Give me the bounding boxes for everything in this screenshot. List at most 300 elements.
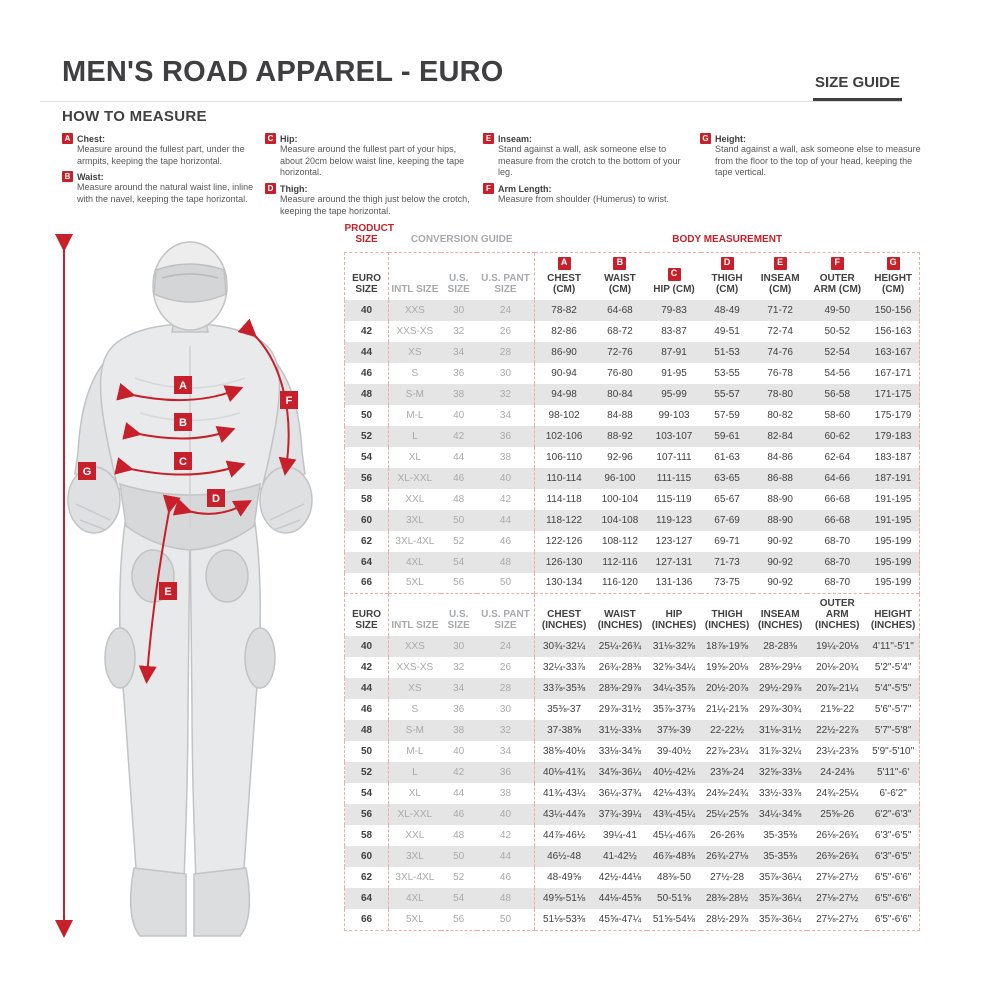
cell: 76-80 xyxy=(607,367,633,379)
cell: 86-90 xyxy=(535,342,593,363)
cell: 58-60 xyxy=(824,409,851,421)
cell: 41-42½ xyxy=(593,846,647,867)
letter-badge-d: D xyxy=(721,257,734,270)
cell: 110-114 xyxy=(535,468,593,489)
inch-header-row xyxy=(345,594,920,637)
cell: 116-120 xyxy=(601,577,638,589)
cell: 50 xyxy=(499,577,512,589)
column-header xyxy=(807,594,867,637)
cell: 39¼-41 xyxy=(602,830,637,841)
cell: 108-112 xyxy=(601,535,638,547)
cell: 191-195 xyxy=(867,510,919,531)
column-header-label: HIP (INCHES) xyxy=(651,609,697,631)
cell: 88-90 xyxy=(767,493,793,505)
cell: 91-95 xyxy=(661,367,687,379)
cell: 95-99 xyxy=(647,384,701,405)
cell: 78-80 xyxy=(753,384,807,405)
cell: 24 xyxy=(477,636,535,657)
cell: 114-118 xyxy=(535,489,593,510)
cell: 38 xyxy=(499,788,512,799)
cell: 36 xyxy=(453,367,465,379)
cell: 35⅞-36¼ xyxy=(753,888,807,909)
table-row xyxy=(345,552,920,573)
cell: 30 xyxy=(499,367,512,379)
cell: 5'9"-5'10" xyxy=(867,741,919,762)
cell: 3XL xyxy=(389,846,441,867)
cell: S xyxy=(411,367,419,379)
cell: M-L xyxy=(406,746,424,757)
cell: 53-55 xyxy=(714,367,740,379)
cell: 44 xyxy=(477,510,535,531)
instruction-text: Measure around the natural waist line, inline with the navel, keeping the tape horizontal. xyxy=(77,182,254,205)
cell: 24-24⅜ xyxy=(807,762,867,783)
size-table-grid xyxy=(344,220,920,931)
cell: 20⅞-21¼ xyxy=(807,678,867,699)
column-header-label: INTL SIZE xyxy=(391,620,439,631)
cell: 21⅝-22 xyxy=(820,704,855,715)
cell: 64-68 xyxy=(593,300,647,321)
cell-euro-size: 46 xyxy=(345,363,389,384)
size-table xyxy=(344,220,922,931)
cell: 27½-28 xyxy=(710,872,745,883)
cell: 187-191 xyxy=(867,468,919,489)
column-header xyxy=(753,252,807,300)
column-header xyxy=(867,252,919,300)
cell: XL-XXL xyxy=(389,804,441,825)
column-header-label: U.S. SIZE xyxy=(447,609,470,631)
cell: 51-53 xyxy=(701,342,753,363)
cell: 103-107 xyxy=(647,426,701,447)
cell: 43¾-45¼ xyxy=(647,804,701,825)
cell: 36 xyxy=(477,762,535,783)
cell: 45⅝-47¼ xyxy=(593,909,647,930)
cell: 31⅛-31½ xyxy=(753,720,807,741)
table-row xyxy=(345,363,920,384)
column-header-label: U.S. PANT SIZE xyxy=(481,272,530,295)
cell: 42 xyxy=(441,762,477,783)
cell-euro-size: 66 xyxy=(345,909,389,930)
column-header xyxy=(593,594,647,637)
column-header-label: THIGH (INCHES) xyxy=(704,609,750,631)
column-header-label: U.S. PANT SIZE xyxy=(481,609,530,631)
cell: L xyxy=(389,426,441,447)
cell: 55-57 xyxy=(701,384,753,405)
cell-euro-size: 54 xyxy=(345,447,389,468)
column-header xyxy=(701,252,753,300)
cell: 38 xyxy=(441,384,477,405)
cell: 26⅜-26¾ xyxy=(807,846,867,867)
cell: 68-70 xyxy=(824,535,851,547)
table-row xyxy=(345,783,920,804)
cell: 71-73 xyxy=(701,552,753,573)
cell: 30 xyxy=(441,636,477,657)
table-row xyxy=(345,321,920,342)
cell: XL xyxy=(408,451,421,463)
cell: 68-72 xyxy=(607,325,633,337)
cell: 163-167 xyxy=(867,342,919,363)
cell: 26-26⅜ xyxy=(710,830,745,841)
cell: 33⅞-35⅜ xyxy=(535,678,593,699)
cell-euro-size: 64 xyxy=(345,888,389,909)
cell: 33½-33⅞ xyxy=(759,788,802,799)
cell: 100-104 xyxy=(601,493,639,505)
cell-euro-size: 54 xyxy=(345,783,389,804)
table-row xyxy=(345,804,920,825)
cell: 5'6"-5'7" xyxy=(867,699,919,720)
cell: 131-136 xyxy=(655,577,693,589)
cell-euro-size: 44 xyxy=(345,678,389,699)
cell: 38⅝-40⅛ xyxy=(535,741,593,762)
instruction-text: Measure around the fullest part, under the armpits, keeping the tape horizontal. xyxy=(77,144,245,166)
cell: 34¼-35⅞ xyxy=(647,678,701,699)
cell: 19⅝-20⅛ xyxy=(705,662,749,673)
table-row xyxy=(345,447,920,468)
cell: 39-40½ xyxy=(657,746,691,757)
cell: 48 xyxy=(477,888,535,909)
cell: 195-199 xyxy=(867,573,919,594)
cell: 111-115 xyxy=(647,468,701,489)
cell: 5'11"-6' xyxy=(867,762,919,783)
cell: 122-126 xyxy=(535,531,593,552)
cell: 63-65 xyxy=(701,468,753,489)
cell: 48⅜-50 xyxy=(657,872,691,883)
table-row xyxy=(345,846,920,867)
rider-body xyxy=(68,242,312,936)
cell: 54 xyxy=(441,552,477,573)
instruction-label: Thigh: xyxy=(280,183,308,194)
cell: XXS-XS xyxy=(396,662,434,673)
cell: 59-61 xyxy=(701,426,753,447)
cell-euro-size: 52 xyxy=(345,762,389,783)
table-row xyxy=(345,657,920,678)
cell: 90-94 xyxy=(535,363,593,384)
cell: 33⅛-34⅝ xyxy=(598,746,642,757)
cell-euro-size: 56 xyxy=(345,468,389,489)
cell: 40 xyxy=(453,409,465,421)
cell: 104-108 xyxy=(593,510,647,531)
cell: S-M xyxy=(389,384,441,405)
cell: 50 xyxy=(441,846,477,867)
cell: 112-116 xyxy=(593,552,647,573)
cell: 25¼-26¾ xyxy=(593,636,647,657)
cell: 6'5"-6'6" xyxy=(867,888,919,909)
cell: XXS xyxy=(389,636,441,657)
table-row xyxy=(345,699,920,720)
column-header-label: U.S. SIZE xyxy=(447,272,470,295)
instruction-column xyxy=(62,133,265,221)
cell: 38 xyxy=(499,451,512,463)
cell: 5'7"-5'8" xyxy=(867,720,919,741)
cell: 3XL-4XL xyxy=(395,872,435,883)
cell-euro-size: 66 xyxy=(345,573,389,594)
cell: 57-59 xyxy=(714,409,740,421)
cell: 22-22½ xyxy=(701,720,753,741)
column-header-label: WAIST (CM) xyxy=(604,272,636,295)
cell: 83-87 xyxy=(661,325,687,337)
cell: 37¾-39¼ xyxy=(593,804,647,825)
cell: 150-156 xyxy=(867,300,919,321)
cell: 68-70 xyxy=(807,552,867,573)
letter-badge-g: G xyxy=(887,257,900,270)
cell: 38 xyxy=(441,720,477,741)
cell: XXL xyxy=(405,830,425,841)
cell: 6'5"-6'6" xyxy=(867,909,919,930)
instruction-column xyxy=(700,133,930,221)
cell: 35⅜-37 xyxy=(535,699,593,720)
table-row xyxy=(345,678,920,699)
cell: 4XL xyxy=(389,552,441,573)
cell: 66-68 xyxy=(807,510,867,531)
cell: XS xyxy=(389,678,441,699)
cell: 115-119 xyxy=(656,493,692,505)
cell: 102-106 xyxy=(535,426,593,447)
cell: 36 xyxy=(477,426,535,447)
column-header-label: CHEST (INCHES) xyxy=(541,609,587,631)
cell: 23⅝-24 xyxy=(701,762,753,783)
cell: 61-63 xyxy=(714,451,740,463)
cell: 34⅝-36¼ xyxy=(593,762,647,783)
cell: 44⅞-46½ xyxy=(535,825,593,846)
cell-euro-size: 50 xyxy=(345,741,389,762)
cell: 34 xyxy=(499,746,512,757)
instruction-text: Measure around the fullest part of your hips, about 20cm below waist line, keeping the tape horizontal. xyxy=(280,144,465,178)
column-header-label: HEIGHT (INCHES) xyxy=(870,609,916,631)
cell: 191-195 xyxy=(867,489,919,510)
table-group-header-row xyxy=(345,220,920,252)
cell: 42½-44⅛ xyxy=(598,872,642,883)
table-row xyxy=(345,762,920,783)
cell: XXS-XS xyxy=(396,325,434,337)
table-row xyxy=(345,909,920,930)
instruction-text: Measure around the thigh just below the crotch, keeping the tape horizontal. xyxy=(280,194,470,216)
cell: 175-179 xyxy=(867,405,919,426)
cell: XXL xyxy=(405,493,425,505)
cell: 37-38⅝ xyxy=(535,720,593,741)
cell: 65-67 xyxy=(714,493,740,505)
letter-badge-b: B xyxy=(62,171,73,182)
cell: 44 xyxy=(477,846,535,867)
cell: 22½-22⅞ xyxy=(807,720,867,741)
figure-badge-f: F xyxy=(285,395,293,407)
cell: 79-83 xyxy=(647,300,701,321)
column-header xyxy=(345,594,389,637)
instruction-thigh xyxy=(265,183,483,217)
instruction-inseam xyxy=(483,133,700,179)
cell: 22⅞-23¼ xyxy=(705,746,749,757)
cell: 18⅞-19⅝ xyxy=(701,636,753,657)
cell: 62-64 xyxy=(824,451,851,463)
cell: 27⅛-27½ xyxy=(807,909,867,930)
cell: 40 xyxy=(453,746,465,757)
column-header xyxy=(593,252,647,300)
cell: 25⅝-26 xyxy=(807,804,867,825)
cell: 92-96 xyxy=(607,451,633,463)
cell: 54 xyxy=(441,888,477,909)
instruction-chest xyxy=(62,133,265,167)
cell: 21¼-21⅝ xyxy=(705,704,749,715)
cell: 34¼-34⅝ xyxy=(753,804,807,825)
cell: 31½-33⅛ xyxy=(593,720,647,741)
column-header xyxy=(647,252,701,300)
table-row xyxy=(345,720,920,741)
instruction-text: Measure from shoulder (Humerus) to wrist. xyxy=(498,194,670,205)
column-header-label: OUTER ARM (CM) xyxy=(813,272,862,295)
cell: 35⅞-36¼ xyxy=(753,909,807,930)
cell: 49-50 xyxy=(807,300,867,321)
letter-badge-a: A xyxy=(558,257,571,270)
instruction-column xyxy=(265,133,483,221)
cell: S-M xyxy=(389,720,441,741)
letter-badge-g: G xyxy=(700,133,711,144)
cell: 69-71 xyxy=(714,535,740,547)
cell-euro-size: 52 xyxy=(345,426,389,447)
cell: 118-122 xyxy=(535,510,593,531)
cell: 23¼-23⅝ xyxy=(816,746,859,757)
cell: 32⅝-33⅛ xyxy=(753,762,807,783)
cell: S xyxy=(411,704,419,715)
cell: 5XL xyxy=(389,909,441,930)
cell-euro-size: 46 xyxy=(345,699,389,720)
instruction-text: Stand against a wall, ask someone else to measure from the floor to the top of your head, keeping the tape vertical. xyxy=(715,144,921,178)
letter-badge-f: F xyxy=(483,183,494,194)
instruction-hip xyxy=(265,133,483,179)
figure-badge-c: C xyxy=(179,456,187,468)
cell: 6'3"-6'5" xyxy=(867,846,919,867)
cell: 29½-29⅞ xyxy=(753,678,807,699)
cell: 52 xyxy=(453,872,465,883)
cell-euro-size: 50 xyxy=(345,405,389,426)
table-row xyxy=(345,573,920,594)
column-header xyxy=(441,252,477,300)
instruction-label: Hip: xyxy=(280,133,298,144)
cell: 32¼-33⅞ xyxy=(535,657,593,678)
column-header xyxy=(647,594,701,637)
cell: 156-163 xyxy=(867,321,919,342)
table-row xyxy=(345,825,920,846)
cell: 26 xyxy=(499,325,512,337)
cell: 32 xyxy=(453,662,465,673)
cell: 19¼-20⅛ xyxy=(807,636,867,657)
cell: 40⅛-41¾ xyxy=(535,762,593,783)
cell: 46½-48 xyxy=(535,846,593,867)
group-header-conversion-guide: CONVERSION GUIDE xyxy=(410,234,513,245)
table-row xyxy=(345,426,920,447)
cell: 46 xyxy=(441,804,477,825)
cell-euro-size: 64 xyxy=(345,552,389,573)
column-header-label: CHEST (CM) xyxy=(547,272,582,295)
cell: 46 xyxy=(499,535,512,547)
cell: 74-76 xyxy=(753,342,807,363)
cell: 90-92 xyxy=(767,577,793,589)
column-header-label: HEIGHT (CM) xyxy=(874,272,913,295)
cell: 87-91 xyxy=(647,342,701,363)
cell: 34 xyxy=(499,409,512,421)
cell: 41¾-43¼ xyxy=(535,783,593,804)
cell: 64-66 xyxy=(807,468,867,489)
cell: 167-171 xyxy=(867,363,919,384)
table-row xyxy=(345,384,920,405)
cell: 3XL-4XL xyxy=(395,535,435,547)
instruction-text: Stand against a wall, ask someone else to measure from the crotch to the bottom of your leg. xyxy=(498,144,681,178)
cell: 98-102 xyxy=(535,405,593,426)
letter-badge-e: E xyxy=(774,257,787,270)
cell: 34 xyxy=(441,342,477,363)
cell: 6'-6'2" xyxy=(867,783,919,804)
cell: 28⅜-28½ xyxy=(701,888,753,909)
cell: 29⅞-31½ xyxy=(598,704,642,715)
cell: 44⅛-45⅝ xyxy=(593,888,647,909)
cell: 31⅛-32⅝ xyxy=(647,636,701,657)
cell: 42 xyxy=(441,426,477,447)
table-row xyxy=(345,867,920,888)
cell: 40½-42⅛ xyxy=(647,762,701,783)
cell: 27⅛-27½ xyxy=(816,872,859,883)
table-row xyxy=(345,531,920,552)
cell: 48-49⅝ xyxy=(535,867,593,888)
cell: 49-51 xyxy=(714,325,740,337)
cell: 80-84 xyxy=(593,384,647,405)
figure-badge-e: E xyxy=(164,586,172,598)
cell: 96-100 xyxy=(593,468,647,489)
cell: 54-56 xyxy=(824,367,851,379)
column-header-label: INSEAM (INCHES) xyxy=(757,609,803,631)
cell: 26¾-28⅜ xyxy=(598,662,642,673)
cell: 20½-20⅞ xyxy=(701,678,753,699)
cell-euro-size: 60 xyxy=(345,846,389,867)
letter-badge-a: A xyxy=(62,133,73,144)
column-header-label: HIP (CM) xyxy=(653,283,695,295)
cell: 106-110 xyxy=(535,447,593,468)
cell-euro-size: 42 xyxy=(345,657,389,678)
column-header xyxy=(535,594,593,637)
column-header-label: EURO SIZE xyxy=(352,609,381,631)
cell: L xyxy=(389,762,441,783)
letter-badge-c: C xyxy=(668,268,681,281)
figure-badge-g: G xyxy=(82,466,92,478)
cell-euro-size: 62 xyxy=(345,531,389,552)
figure-badge-a: A xyxy=(179,380,187,392)
cell: 90-92 xyxy=(753,552,807,573)
cell: 28 xyxy=(477,342,535,363)
cell: 5'4"-5'5" xyxy=(867,678,919,699)
cell: XS xyxy=(389,342,441,363)
cell: 49⅝-51⅛ xyxy=(535,888,593,909)
cell: 26¾-27⅛ xyxy=(701,846,753,867)
cell: 171-175 xyxy=(867,384,919,405)
cell: 60-62 xyxy=(807,426,867,447)
column-header xyxy=(867,594,919,637)
cell: 35-35⅜ xyxy=(753,846,807,867)
cell: 52-54 xyxy=(807,342,867,363)
cell: 4XL xyxy=(389,888,441,909)
instruction-label: Waist: xyxy=(77,171,104,182)
table-row xyxy=(345,342,920,363)
header-divider xyxy=(40,101,902,102)
cell: 72-76 xyxy=(593,342,647,363)
cell-euro-size: 58 xyxy=(345,825,389,846)
cell: 67-69 xyxy=(701,510,753,531)
cell: 31⅞-32¼ xyxy=(759,746,802,757)
cell: 5XL xyxy=(405,577,424,589)
cell: 56 xyxy=(441,909,477,930)
how-to-measure-heading: HOW TO MEASURE xyxy=(62,108,207,125)
cell: 90-92 xyxy=(767,535,793,547)
size-guide-tab[interactable]: SIZE GUIDE xyxy=(813,74,902,102)
cell: 24⅜-24¾ xyxy=(705,788,749,799)
cell: 50 xyxy=(441,510,477,531)
page-title: MEN'S ROAD APPAREL - EURO xyxy=(62,56,504,88)
cell: 50-51⅝ xyxy=(647,888,701,909)
